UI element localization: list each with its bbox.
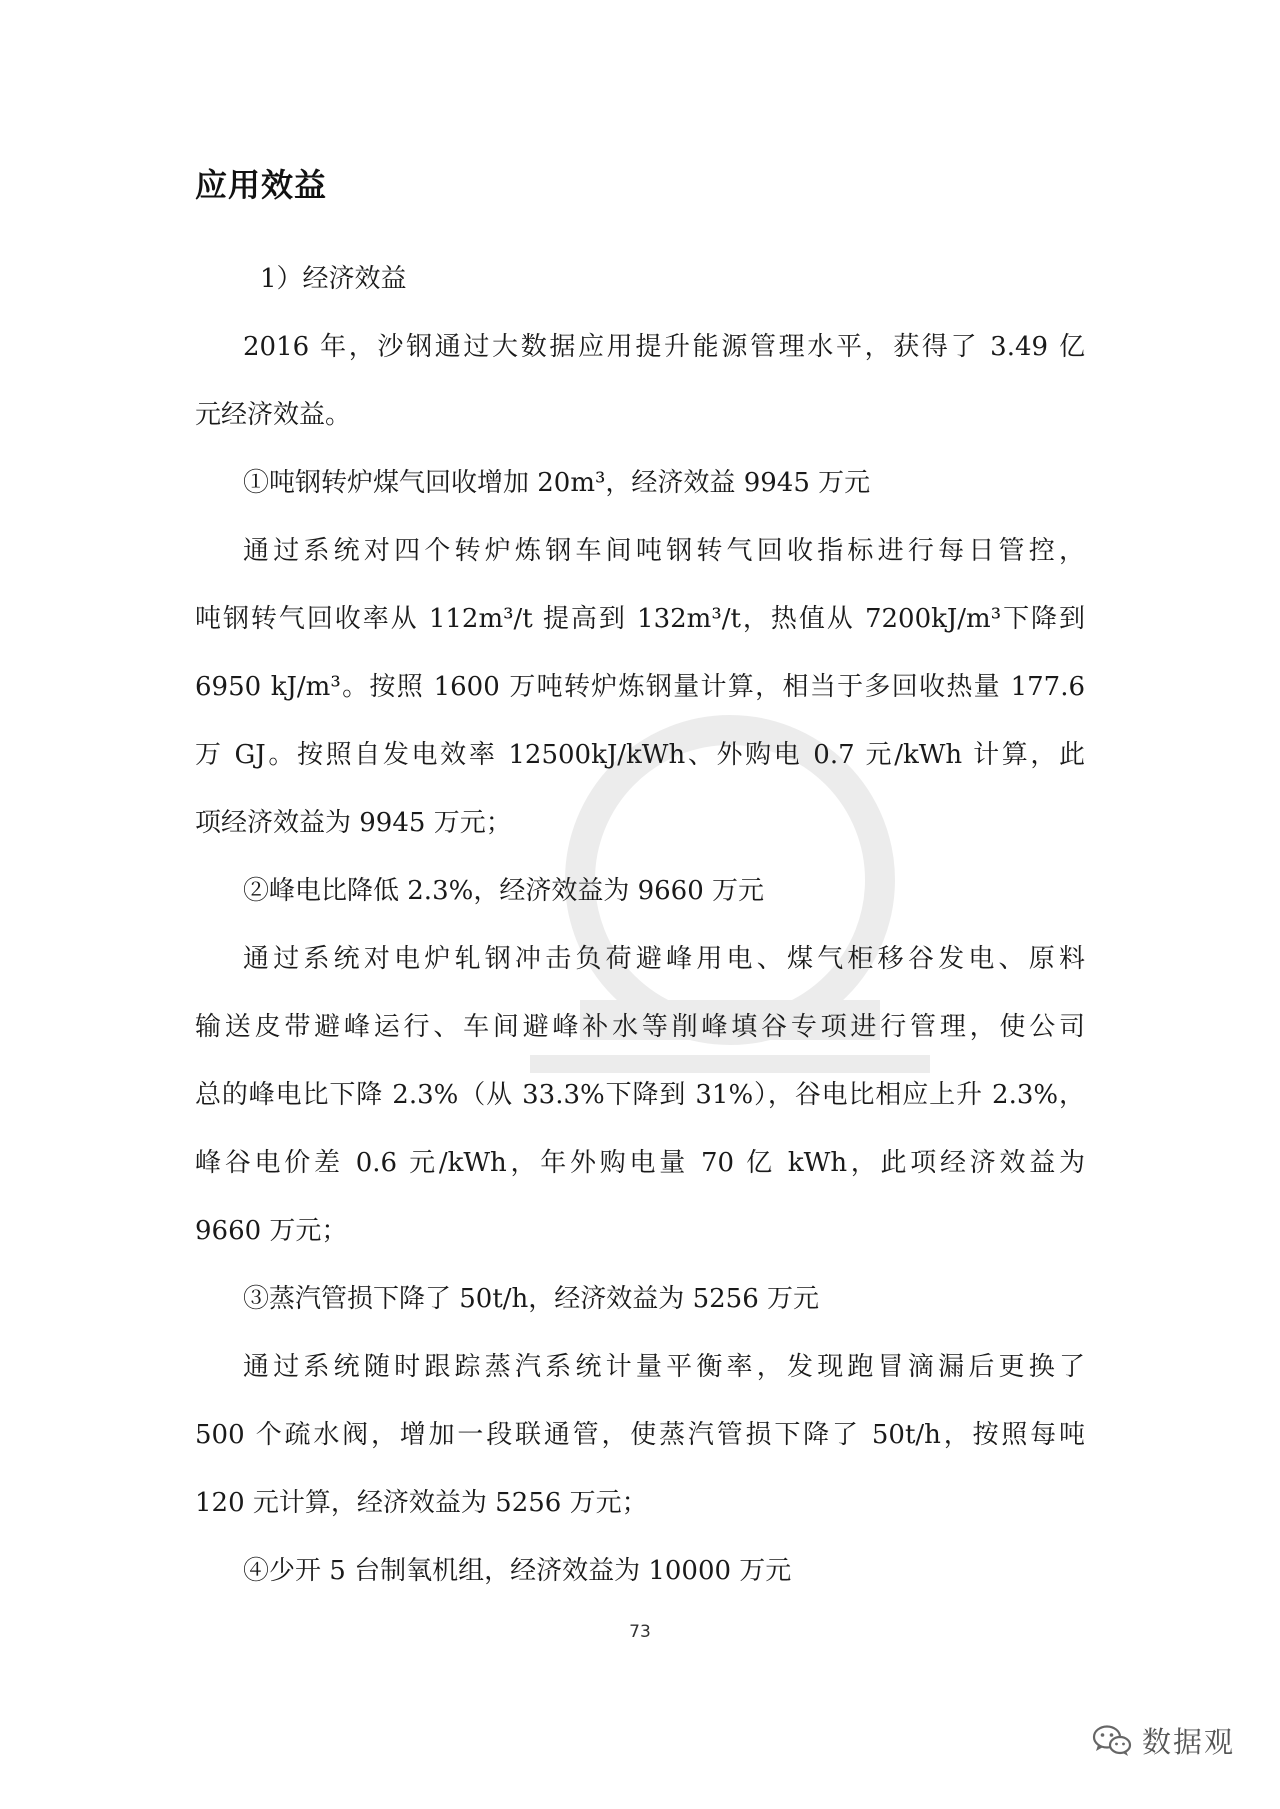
text-line: 120 元计算，经济效益为 5256 万元；: [195, 1488, 648, 1518]
signature-text: 数据观: [1142, 1725, 1236, 1759]
text-line: ②峰电比降低 2.3%，经济效益为 9660 万元: [243, 876, 765, 906]
text-line: ④少开 5 台制氧机组，经济效益为 10000 万元: [243, 1556, 792, 1586]
text-line: 500 个疏水阀，增加一段联通管，使蒸汽管损下降了 50t/h，按照每吨: [195, 1420, 1085, 1450]
page-number: 73: [629, 1622, 651, 1642]
text-line: 峰谷电价差 0.6 元/kWh，年外购电量 70 亿 kWh，此项经济效益为: [195, 1148, 1085, 1178]
text-line: 2016 年，沙钢通过大数据应用提升能源管理水平，获得了 3.49 亿: [243, 332, 1085, 362]
text-line: 6950 kJ/m³。按照 1600 万吨转炉炼钢量计算，相当于多回收热量 177.6: [195, 672, 1085, 702]
text-line: 通过系统对电炉轧钢冲击负荷避峰用电、煤气柜移谷发电、原料: [243, 944, 1085, 974]
body-text: [195, 245, 1085, 1605]
section-heading: 应用效益: [195, 166, 328, 204]
text-line: 总的峰电比下降 2.3%（从 33.3%下降到 31%），谷电比相应上升 2.3%，: [195, 1080, 1085, 1110]
text-line: 9660 万元；: [195, 1216, 348, 1246]
text-line: ③蒸汽管损下降了 50t/h，经济效益为 5256 万元: [243, 1284, 819, 1314]
text-line: 通过系统随时跟踪蒸汽系统计量平衡率，发现跑冒滴漏后更换了: [243, 1352, 1085, 1382]
text-line: 1）经济效益: [260, 264, 407, 294]
source-signature: [1092, 1720, 1235, 1761]
wechat-icon: [1092, 1724, 1132, 1758]
text-line: 万 GJ。按照自发电效率 12500kJ/kWh、外购电 0.7 元/kWh 计算，此: [195, 740, 1085, 770]
text-line: 通过系统对四个转炉炼钢车间吨钢转气回收指标进行每日管控，: [243, 536, 1085, 566]
text-line: 输送皮带避峰运行、车间避峰补水等削峰填谷专项进行管理，使公司: [195, 1012, 1085, 1042]
text-line: 项经济效益为 9945 万元；: [195, 808, 512, 838]
text-line: 吨钢转气回收率从 112m³/t 提高到 132m³/t，热值从 7200kJ/m³下降到: [195, 604, 1085, 634]
text-line: 元经济效益。: [195, 400, 352, 430]
text-line: ①吨钢转炉煤气回收增加 20m³，经济效益 9945 万元: [243, 468, 871, 498]
